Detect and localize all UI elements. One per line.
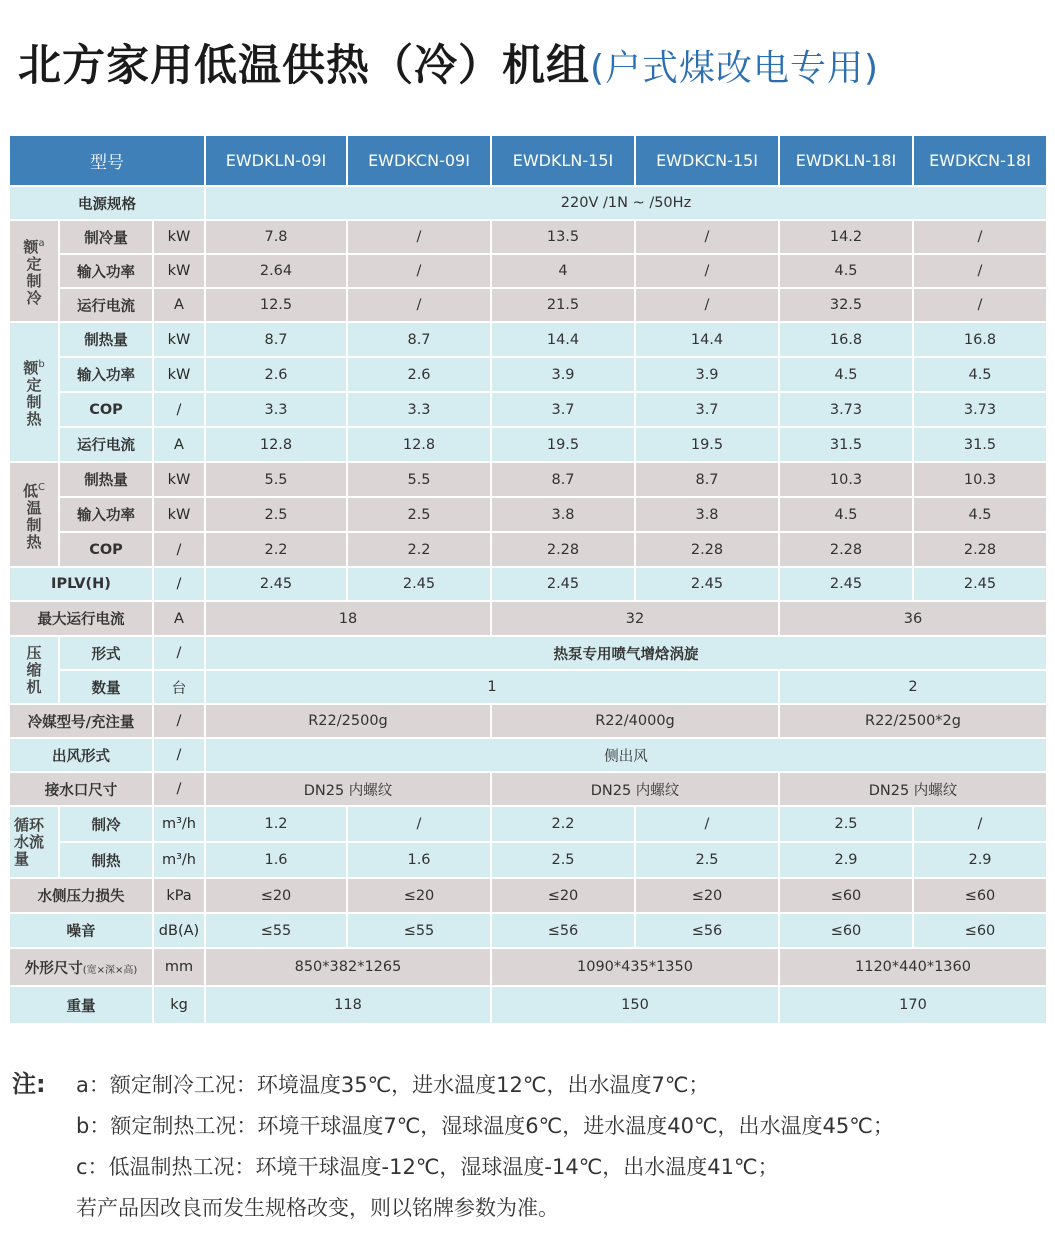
- unit: A: [153, 601, 205, 636]
- cell: ≤20: [491, 878, 635, 913]
- cell: 32: [491, 601, 779, 636]
- row-label: 制热: [59, 842, 153, 878]
- unit: m³/h: [153, 842, 205, 878]
- cell: 36: [779, 601, 1047, 636]
- cell: R22/2500g: [205, 704, 491, 738]
- cell: /: [635, 220, 779, 254]
- cell: 2.45: [635, 567, 779, 601]
- note-b: b：额定制热工况：环境干球温度7℃，湿球温度6℃，进水温度40℃，出水温度45℃；: [76, 1114, 894, 1138]
- row-label: 输入功率: [59, 357, 153, 392]
- table-row: [9, 913, 1047, 948]
- model-2: EWDKCN-09I: [347, 135, 491, 186]
- table-row: [9, 772, 1047, 806]
- cell: 3.7: [635, 392, 779, 427]
- cell: /: [347, 806, 491, 842]
- group-water-flow: 循环水流量: [9, 806, 59, 878]
- cell: 2.2: [205, 532, 347, 567]
- cell: 118: [205, 986, 491, 1024]
- note-a: 注: a：额定制冷工况：环境温度35℃，进水温度12℃，出水温度7℃；: [12, 1064, 1042, 1106]
- row-label: 形式: [59, 636, 153, 670]
- cell: 2.6: [205, 357, 347, 392]
- cell: 3.7: [491, 392, 635, 427]
- cell: 150: [491, 986, 779, 1024]
- cell: 12.8: [205, 427, 347, 462]
- cell: 14.4: [635, 322, 779, 357]
- cell: /: [635, 288, 779, 322]
- power-value: 220V /1N ~ /50Hz: [205, 186, 1047, 220]
- cell: 3.3: [347, 392, 491, 427]
- cell: 3.3: [205, 392, 347, 427]
- air-outlet-label: 出风形式: [9, 738, 153, 772]
- cell: 2.45: [205, 567, 347, 601]
- unit: /: [153, 704, 205, 738]
- table-row: [9, 842, 1047, 878]
- unit: mm: [153, 948, 205, 986]
- cell: 2.5: [205, 497, 347, 532]
- row-label: 输入功率: [59, 497, 153, 532]
- cell: ≤56: [635, 913, 779, 948]
- group-low-temp-heating: 低$^C$ 温 制 热: [9, 462, 59, 567]
- unit: kW: [153, 462, 205, 497]
- cell: ≤20: [205, 878, 347, 913]
- pressure-loss-label: 水侧压力损失: [9, 878, 153, 913]
- cell: 3.9: [635, 357, 779, 392]
- dimensions-label-small: (宽×深×高): [82, 964, 138, 976]
- unit: 台: [153, 670, 205, 704]
- row-label: 制热量: [59, 462, 153, 497]
- table-row: [9, 567, 1047, 601]
- unit: A: [153, 288, 205, 322]
- cell: 1090*435*1350: [491, 948, 779, 986]
- row-label: 制热量: [59, 322, 153, 357]
- cell: 2.45: [491, 567, 635, 601]
- table-row: [9, 288, 1047, 322]
- cell: 8.7: [347, 322, 491, 357]
- row-label: 输入功率: [59, 254, 153, 288]
- cell: 2.28: [491, 532, 635, 567]
- cell: 4.5: [779, 497, 913, 532]
- cell: DN25 内螺纹: [491, 772, 779, 806]
- cell: 5.5: [347, 462, 491, 497]
- water-conn-label: 接水口尺寸: [9, 772, 153, 806]
- table-row: [9, 322, 1047, 357]
- cell: 2.45: [779, 567, 913, 601]
- cell: 2.5: [779, 806, 913, 842]
- cell: /: [913, 288, 1047, 322]
- row-label: 运行电流: [59, 288, 153, 322]
- cell: 3.8: [491, 497, 635, 532]
- cell: 14.4: [491, 322, 635, 357]
- cell: 5.5: [205, 462, 347, 497]
- table-row: [9, 948, 1047, 986]
- group-compressor: 压 缩 机: [9, 636, 59, 704]
- cell: R22/4000g: [491, 704, 779, 738]
- table-row: [9, 427, 1047, 462]
- cell: 12.5: [205, 288, 347, 322]
- model-5: EWDKLN-18I: [779, 135, 913, 186]
- cell: ≤60: [913, 913, 1047, 948]
- cell: 1.2: [205, 806, 347, 842]
- table-row: [9, 497, 1047, 532]
- table-row: [9, 738, 1047, 772]
- title-subtitle: (户式煤改电专用): [590, 48, 880, 89]
- cell: 2.28: [635, 532, 779, 567]
- cell: 4: [491, 254, 635, 288]
- cell: /: [913, 254, 1047, 288]
- table-row: [9, 392, 1047, 427]
- max-current-label: 最大运行电流: [9, 601, 153, 636]
- page-title: [18, 32, 1048, 102]
- cell: /: [635, 806, 779, 842]
- unit: /: [153, 772, 205, 806]
- notes-prefix: 注:: [12, 1070, 46, 1098]
- unit: m³/h: [153, 806, 205, 842]
- cell: 10.3: [913, 462, 1047, 497]
- air-outlet-value: 侧出风: [205, 738, 1047, 772]
- note-d: 若产品因改良而发生规格改变，则以铭牌参数为准。: [76, 1196, 559, 1220]
- cell: /: [347, 220, 491, 254]
- unit: kW: [153, 220, 205, 254]
- cell: 2.28: [913, 532, 1047, 567]
- cell: 2.45: [913, 567, 1047, 601]
- unit: /: [153, 636, 205, 670]
- header-row: [9, 135, 1047, 186]
- cell: 8.7: [635, 462, 779, 497]
- table-row: [9, 670, 1047, 704]
- cell: 7.8: [205, 220, 347, 254]
- group-rated-cooling: 额$^a$ 定 制 冷: [9, 220, 59, 322]
- cell: ≤20: [635, 878, 779, 913]
- table-row: [9, 878, 1047, 913]
- cell: 4.5: [779, 357, 913, 392]
- cell: 2.2: [491, 806, 635, 842]
- cell: ≤55: [347, 913, 491, 948]
- cell: 13.5: [491, 220, 635, 254]
- cell: /: [913, 806, 1047, 842]
- cell: 1: [205, 670, 779, 704]
- unit: kW: [153, 357, 205, 392]
- cell: 2.45: [347, 567, 491, 601]
- cell: 2.2: [347, 532, 491, 567]
- table-row: [9, 220, 1047, 254]
- cell: 21.5: [491, 288, 635, 322]
- unit: A: [153, 427, 205, 462]
- unit: /: [153, 738, 205, 772]
- refrigerant-label: 冷媒型号/充注量: [9, 704, 153, 738]
- cell: 10.3: [779, 462, 913, 497]
- table-row: [9, 357, 1047, 392]
- cell: /: [635, 254, 779, 288]
- cell: 170: [779, 986, 1047, 1024]
- table-row: [9, 532, 1047, 567]
- cell: 32.5: [779, 288, 913, 322]
- cell: 16.8: [779, 322, 913, 357]
- cell: 1.6: [205, 842, 347, 878]
- model-4: EWDKCN-15I: [635, 135, 779, 186]
- cell: /: [347, 288, 491, 322]
- model-6: EWDKCN-18I: [913, 135, 1047, 186]
- unit: kg: [153, 986, 205, 1024]
- cell: 2.5: [347, 497, 491, 532]
- noise-label: 噪音: [9, 913, 153, 948]
- notes: [12, 1064, 1042, 1229]
- row-label: COP: [59, 532, 153, 567]
- iplv-label: IPLV(H): [9, 567, 153, 601]
- unit: kW: [153, 497, 205, 532]
- unit: kW: [153, 322, 205, 357]
- power-label: 电源规格: [9, 186, 205, 220]
- cell: R22/2500*2g: [779, 704, 1047, 738]
- table-row: [9, 704, 1047, 738]
- cell: ≤60: [779, 913, 913, 948]
- table-row: [9, 186, 1047, 220]
- cell: 31.5: [913, 427, 1047, 462]
- unit: /: [153, 567, 205, 601]
- note-c: c：低温制热工况：环境干球温度-12℃，湿球温度-14℃，出水温度41℃；: [76, 1155, 779, 1179]
- cell: /: [347, 254, 491, 288]
- cell: 12.8: [347, 427, 491, 462]
- table-row: [9, 806, 1047, 842]
- cell: 8.7: [491, 462, 635, 497]
- model-1: EWDKLN-09I: [205, 135, 347, 186]
- title-main: 北方家用低温供热（冷）机组: [18, 41, 590, 91]
- unit: /: [153, 392, 205, 427]
- unit: /: [153, 532, 205, 567]
- cell: 3.73: [779, 392, 913, 427]
- unit: kW: [153, 254, 205, 288]
- table-row: [9, 636, 1047, 670]
- row-label: 制冷: [59, 806, 153, 842]
- cell: ≤60: [779, 878, 913, 913]
- cell: 14.2: [779, 220, 913, 254]
- cell: ≤56: [491, 913, 635, 948]
- row-label: COP: [59, 392, 153, 427]
- row-label: 数量: [59, 670, 153, 704]
- cell: /: [913, 220, 1047, 254]
- cell: 1.6: [347, 842, 491, 878]
- cell: 4.5: [913, 357, 1047, 392]
- cell: 850*382*1265: [205, 948, 491, 986]
- table-row: [9, 254, 1047, 288]
- cell: 8.7: [205, 322, 347, 357]
- model-3: EWDKLN-15I: [491, 135, 635, 186]
- row-label: 制冷量: [59, 220, 153, 254]
- cell: 2.9: [913, 842, 1047, 878]
- group-rated-heating: 额$^b$ 定 制 热: [9, 322, 59, 462]
- model-label: 型号: [9, 135, 205, 186]
- cell: 4.5: [779, 254, 913, 288]
- cell: DN25 内螺纹: [205, 772, 491, 806]
- dimensions-label: 外形尺寸(宽×深×高): [9, 948, 153, 986]
- cell: 2.5: [491, 842, 635, 878]
- cell: 2.28: [779, 532, 913, 567]
- row-label: 运行电流: [59, 427, 153, 462]
- cell: 2.9: [779, 842, 913, 878]
- cell: 19.5: [635, 427, 779, 462]
- cell: 19.5: [491, 427, 635, 462]
- spec-table: [8, 134, 1048, 1025]
- cell: 3.8: [635, 497, 779, 532]
- cell: 18: [205, 601, 491, 636]
- cell: 3.9: [491, 357, 635, 392]
- table-row: [9, 601, 1047, 636]
- table-row: [9, 462, 1047, 497]
- unit: dB(A): [153, 913, 205, 948]
- cell: ≤60: [913, 878, 1047, 913]
- cell: 16.8: [913, 322, 1047, 357]
- cell: 4.5: [913, 497, 1047, 532]
- weight-label: 重量: [9, 986, 153, 1024]
- cell: 2: [779, 670, 1047, 704]
- cell: DN25 内螺纹: [779, 772, 1047, 806]
- unit: kPa: [153, 878, 205, 913]
- cell: ≤55: [205, 913, 347, 948]
- cell: 2.5: [635, 842, 779, 878]
- compressor-form-value: 热泵专用喷气增焓涡旋: [205, 636, 1047, 670]
- table-row: [9, 986, 1047, 1024]
- cell: 3.73: [913, 392, 1047, 427]
- cell: 2.6: [347, 357, 491, 392]
- cell: ≤20: [347, 878, 491, 913]
- cell: 1120*440*1360: [779, 948, 1047, 986]
- cell: 2.64: [205, 254, 347, 288]
- cell: 31.5: [779, 427, 913, 462]
